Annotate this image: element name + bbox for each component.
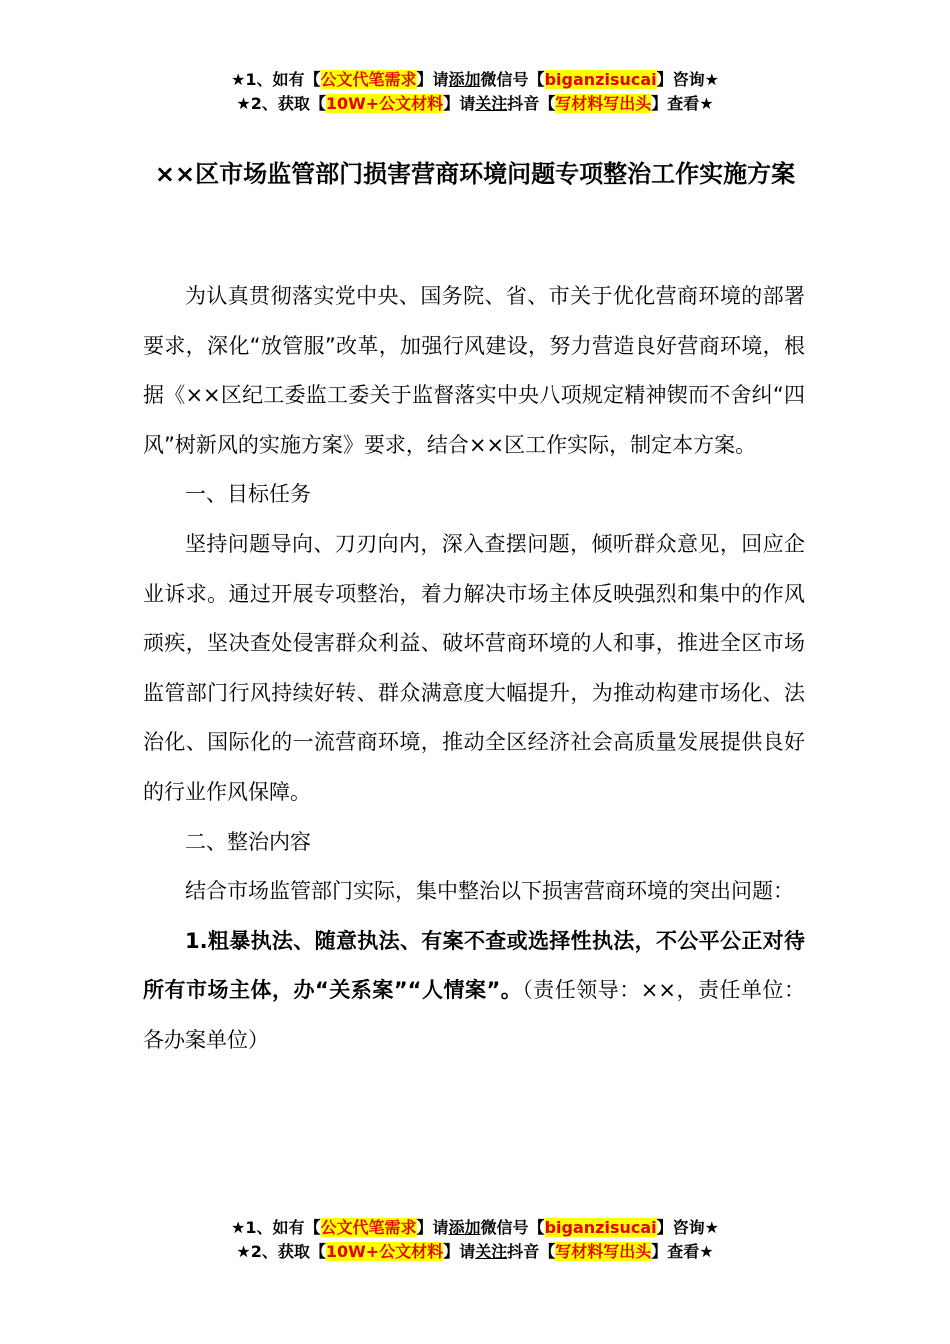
highlight-materials: 10W+公文材料 [325,1242,444,1261]
highlight-service: 公文代笔需求 [320,70,417,89]
item-1-paragraph [143,917,805,1066]
highlight-materials: 10W+公文材料 [325,94,444,113]
goals-paragraph: 坚持问题导向、刀刃向内，深入查摆问题，倾听群众意见，回应企业诉求。通过开展专项整治，着力解决市场主体反映强烈和集中的作风顽疾，坚决查处侵害群众利益、破坏营商环境的人和事，推进全区市场监管部门行风持续好转、群众满意度大幅提升，为推动构建市场化、法治化、国际化的一流营商环境，推动全区经济社会高质量发展提供良好的行业作风保障。 [143,531,805,804]
document-body [143,272,805,1066]
top-banner [0,68,950,116]
section-heading-goals: 一、目标任务 [185,482,311,507]
highlight-douyin: 写材料写出头 [555,1242,652,1261]
banner-line-1: ★1、如有【公文代笔需求】请添加微信号【biganzisucai】咨询★ [231,70,719,89]
highlight-wechat-id: biganzisucai [544,70,657,89]
banner-line-1-bottom: ★1、如有【公文代笔需求】请添加微信号【biganzisucai】咨询★ [231,1218,719,1237]
item-1-note: （责任领导：××，责任单位：各办案单位） [143,978,805,1052]
banner-line-2: ★2、获取【10W+公文材料】请关注抖音【写材料写出头】查看★ [236,94,714,113]
intro-paragraph: 为认真贯彻落实党中央、国务院、省、市关于优化营商环境的部署要求，深化“放管服”改革，加强行风建设，努力营造良好营商环境，根据《××区纪工委监工委关于监督落实中央八项规定精神锲而不舍纠“四风”树新风的实施方案》要求，结合××区工作实际，制定本方案。 [143,284,805,457]
highlight-wechat-id: biganzisucai [544,1218,657,1237]
section-heading-content: 二、整治内容 [185,829,311,854]
content-paragraph: 结合市场监管部门实际，集中整治以下损害营商环境的突出问题： [185,879,794,904]
highlight-douyin: 写材料写出头 [555,94,652,113]
document-title: ××区市场监管部门损害营商环境问题专项整治工作实施方案 [154,160,796,188]
item-1-bold: 1.粗暴执法、随意执法、有案不查或选择性执法，不公平公正对待所有市场主体，办“关系案”“人情案”。 [143,928,805,1003]
bottom-banner [0,1216,950,1264]
highlight-service: 公文代笔需求 [320,1218,417,1237]
banner-line-2-bottom: ★2、获取【10W+公文材料】请关注抖音【写材料写出头】查看★ [236,1242,714,1261]
